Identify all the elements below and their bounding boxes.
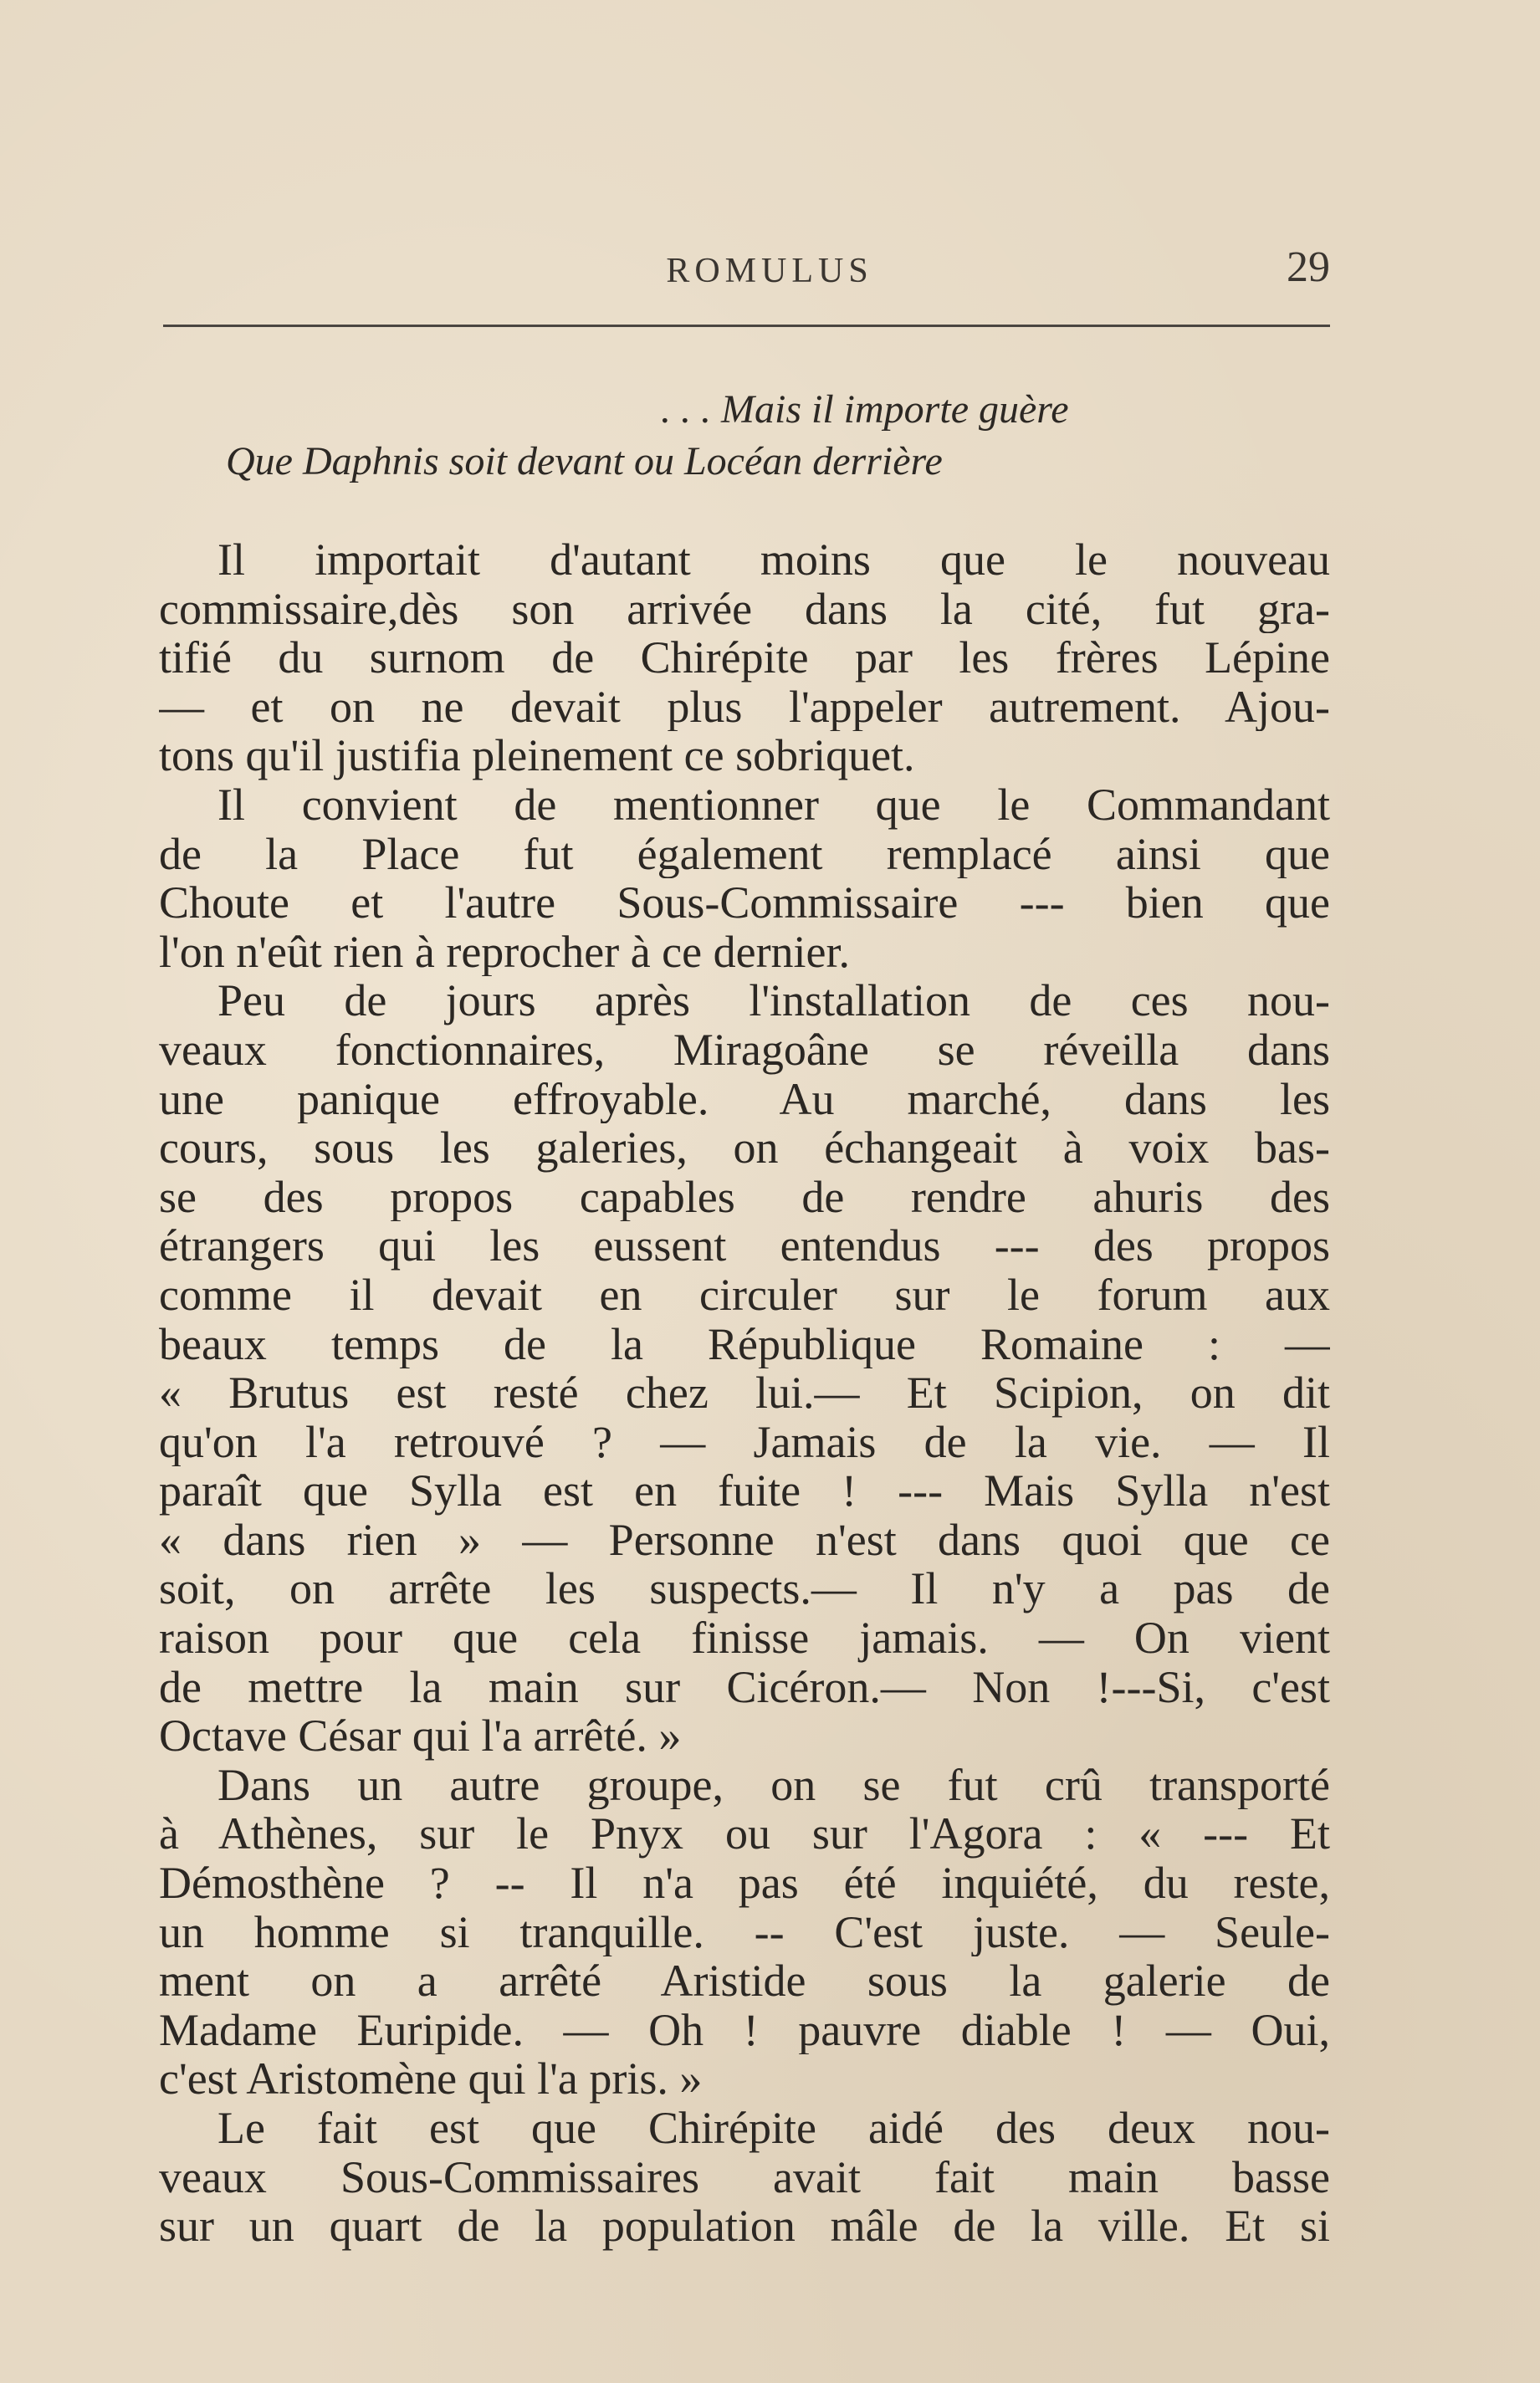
text-line: commissaire,dès son arrivée dans la cité, fut gra-: [159, 584, 1330, 634]
text-line: l'on n'eût rien à reprocher à ce dernier.: [159, 927, 851, 977]
text-line: comme il devait en circuler sur le forum aux: [159, 1270, 1330, 1320]
text-line: Octave César qui l'a arrêté. »: [159, 1711, 682, 1761]
text-line: cours, sous les galeries, on échangeait à voix bas-: [159, 1123, 1330, 1173]
text-line: beaux temps de la République Romaine : —: [159, 1319, 1330, 1369]
text-line: c'est Aristomène qui l'a pris. »: [159, 2054, 703, 2104]
text-line: « dans rien » — Personne n'est dans quoi que ce: [159, 1515, 1330, 1565]
text-line: veaux fonctionnaires, Miragoâne se réveilla dans: [159, 1025, 1330, 1075]
text-line: un homme si tranquille. -- C'est juste. — Seule-: [159, 1907, 1330, 1957]
body-text: [159, 535, 1330, 2251]
text-line: Il importait d'autant moins que le nouveau: [217, 535, 1330, 585]
text-line: « Brutus est resté chez lui.— Et Scipion, on dit: [159, 1368, 1330, 1418]
text-line: ment on a arrêté Aristide sous la galerie de: [159, 1956, 1330, 2006]
text-line: de la Place fut également remplacé ainsi que: [159, 829, 1330, 879]
text-line: Peu de jours après l'installation de ces nou-: [217, 976, 1330, 1025]
epigraph-line-2: Que Daphnis soit devant ou Locéan derrière: [226, 439, 943, 483]
text-line: raison pour que cela finisse jamais. — On vient: [159, 1613, 1330, 1663]
text-line: Le fait est que Chirépite aidé des deux nou-: [217, 2104, 1330, 2153]
text-line: de mettre la main sur Cicéron.— Non !---Si, c'est: [159, 1662, 1330, 1712]
text-line: Madame Euripide. — Oh ! pauvre diable ! — Oui,: [159, 2005, 1330, 2055]
text-line: Dans un autre groupe, on se fut crû transporté: [217, 1760, 1330, 1810]
page-number: 29: [1287, 243, 1330, 291]
running-head: ROMULUS: [666, 252, 873, 290]
text-line: tons qu'il justifia pleinement ce sobriquet.: [159, 731, 915, 780]
text-line: paraît que Sylla est en fuite ! --- Mais Sylla n'est: [159, 1466, 1330, 1516]
text-line: sur un quart de la population mâle de la ville. Et si: [159, 2201, 1330, 2251]
text-line: tifié du surnom de Chirépite par les frères Lépine: [159, 633, 1330, 683]
text-line: veaux Sous-Commissaires avait fait main basse: [159, 2152, 1330, 2202]
text-line: à Athènes, sur le Pnyx ou sur l'Agora : « --- Et: [159, 1809, 1330, 1859]
text-line: qu'on l'a retrouvé ? — Jamais de la vie. — Il: [159, 1417, 1330, 1467]
text-line: soit, on arrête les suspects.— Il n'y a pas de: [159, 1564, 1330, 1614]
text-line: une panique effroyable. Au marché, dans les: [159, 1074, 1330, 1124]
text-line: se des propos capables de rendre ahuris des: [159, 1172, 1330, 1222]
epigraph-line-1: . . . Mais il importe guère: [661, 387, 1069, 432]
text-line: Choute et l'autre Sous-Commissaire --- bien que: [159, 878, 1330, 928]
text-line: — et on ne devait plus l'appeler autrement. Ajou-: [159, 682, 1330, 732]
text-line: Démosthène ? -- Il n'a pas été inquiété, du reste,: [159, 1859, 1330, 1908]
text-line: étrangers qui les eussent entendus --- des propos: [159, 1221, 1330, 1271]
page-header: [159, 243, 1330, 293]
header-rule: [163, 325, 1330, 327]
text-line: Il convient de mentionner que le Commandant: [217, 780, 1330, 830]
